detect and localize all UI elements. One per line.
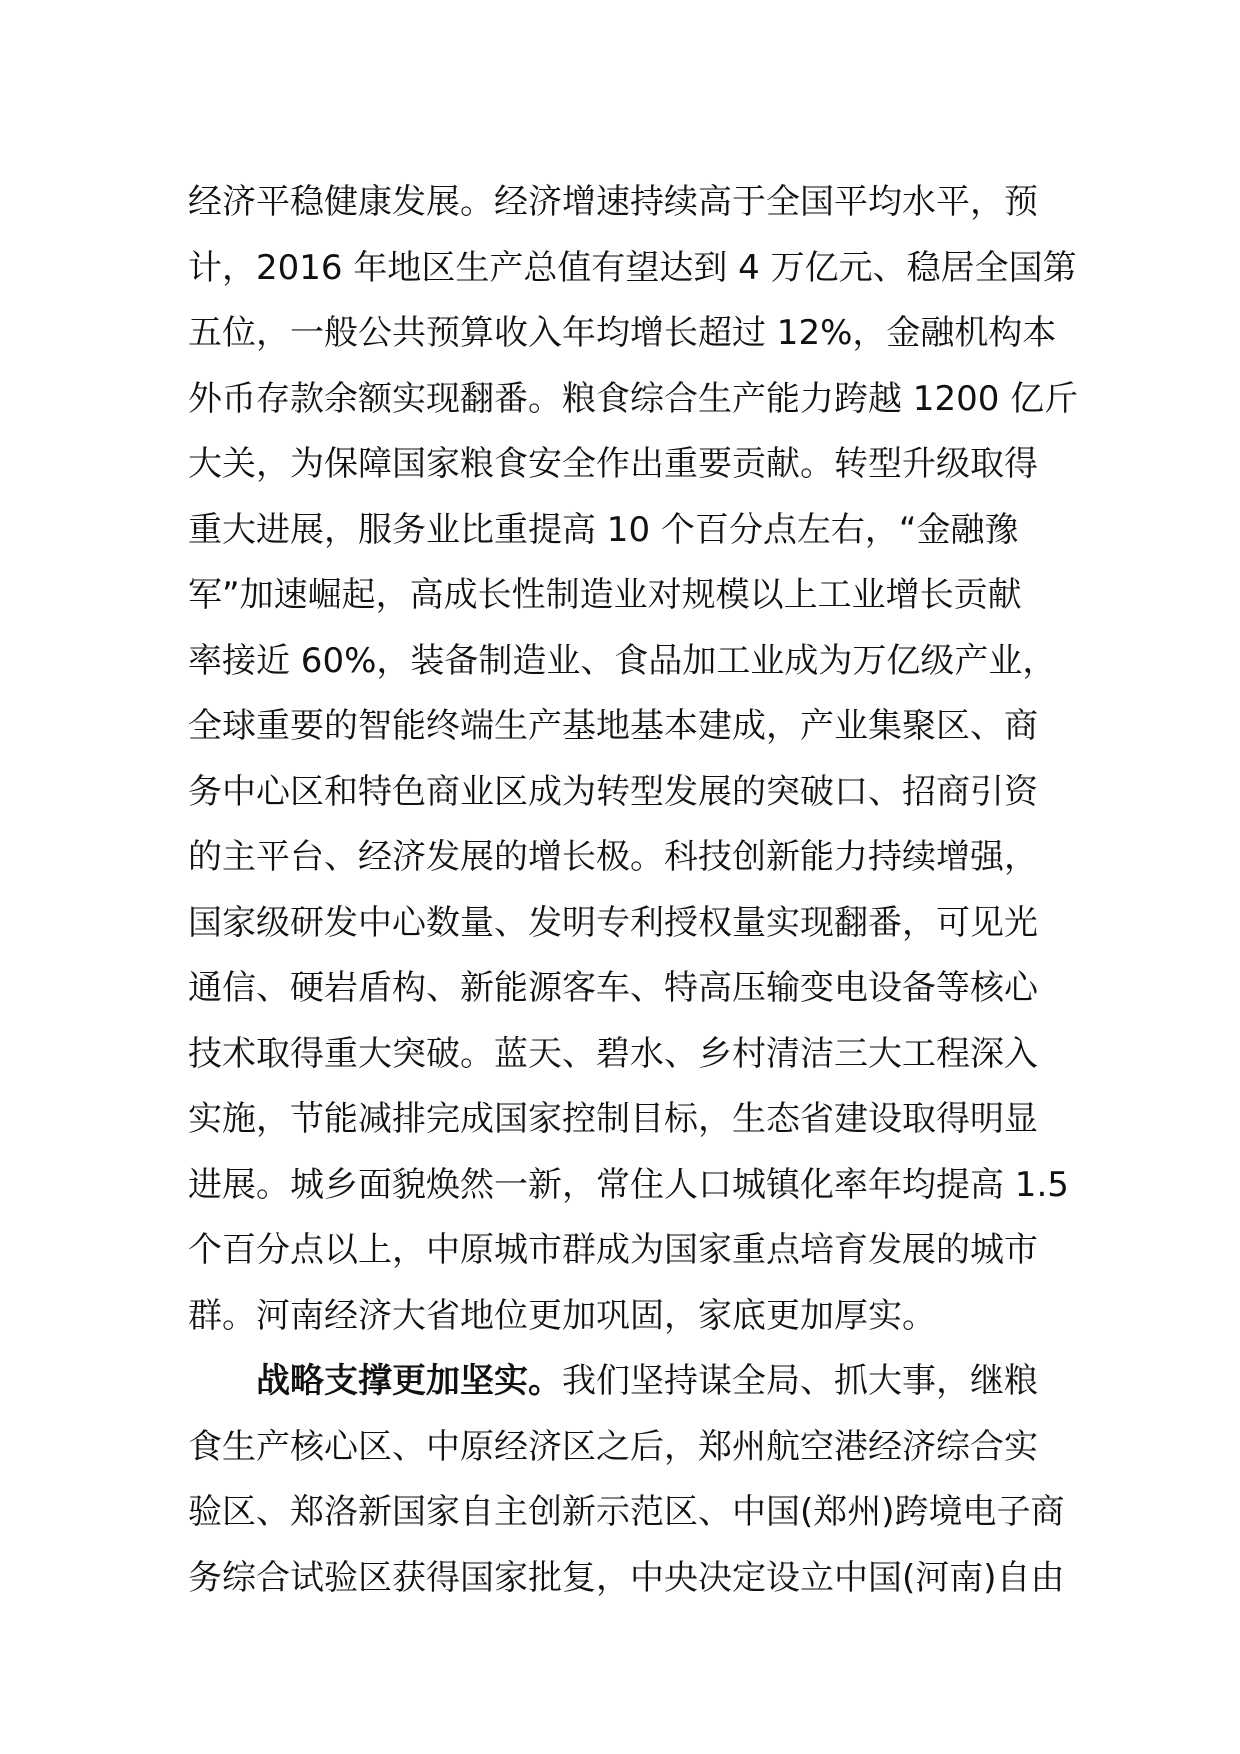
text-line: 个百分点以上，中原城市群成为国家重点培育发展的城市 — [188, 1230, 1038, 1270]
text-line: 的主平台、经济发展的增长极。科技创新能力持续增强， — [188, 837, 1038, 877]
text-line: 五位，一般公共预算收入年均增长超过 12%，金融机构本 — [188, 313, 1057, 353]
text-line: 计，2016 年地区生产总值有望达到 4 万亿元、稳居全国第 — [188, 247, 1077, 288]
text-line: 全球重要的智能终端生产基地基本建成，产业集聚区、商 — [188, 706, 1038, 746]
document-body — [188, 170, 1079, 1611]
text-line: 经济平稳健康发展。经济增速持续高于全国平均水平，预 — [188, 182, 1038, 222]
paragraph-economy — [188, 170, 1079, 1349]
text-line: 大关，为保障国家粮食安全作出重要贡献。转型升级取得 — [188, 444, 1038, 484]
text-line-with-heading — [188, 1349, 1068, 1415]
text-line: 国家级研发中心数量、发明专利授权量实现翻番，可见光 — [188, 902, 1038, 943]
text-run: 我们坚持谋全局、抓大事，继粮 — [562, 1361, 1038, 1401]
text-line: 进展。城乡面貌焕然一新，常住人口城镇化率年均提高 1.5 — [188, 1164, 1069, 1205]
text-line: 务中心区和特色商业区成为转型发展的突破口、招商引资 — [188, 771, 1038, 812]
text-line: 实施，节能减排完成国家控制目标，生态省建设取得明显 — [188, 1099, 1038, 1139]
text-line: 技术取得重大突破。蓝天、碧水、乡村清洁三大工程深入 — [188, 1033, 1038, 1074]
text-line: 验区、郑洛新国家自主创新示范区、中国(郑州)跨境电子商 — [188, 1492, 1065, 1532]
text-line: 率接近 60%，装备制造业、食品加工业成为万亿级产业， — [188, 640, 1057, 681]
text-line: 外币存款余额实现翻番。粮食综合生产能力跨越 1200 亿斤 — [188, 378, 1079, 419]
text-line: 军”加速崛起，高成长性制造业对规模以上工业增长贡献 — [188, 575, 1022, 615]
text-line: 食生产核心区、中原经济区之后，郑州航空港经济综合实 — [188, 1426, 1038, 1467]
text-line: 重大进展，服务业比重提高 10 个百分点左右，“金融豫 — [188, 509, 1019, 550]
paragraph-strategy — [188, 1349, 1068, 1611]
text-line: 务综合试验区获得国家批复，中央决定设立中国(河南)自由 — [188, 1557, 1065, 1598]
text-line: 通信、硬岩盾构、新能源客车、特高压输变电设备等核心 — [188, 968, 1038, 1008]
text-line: 群。河南经济大省地位更加巩固，家底更加厚实。 — [188, 1295, 936, 1336]
paragraph-heading: 战略支撑更加坚实。 — [256, 1361, 562, 1401]
